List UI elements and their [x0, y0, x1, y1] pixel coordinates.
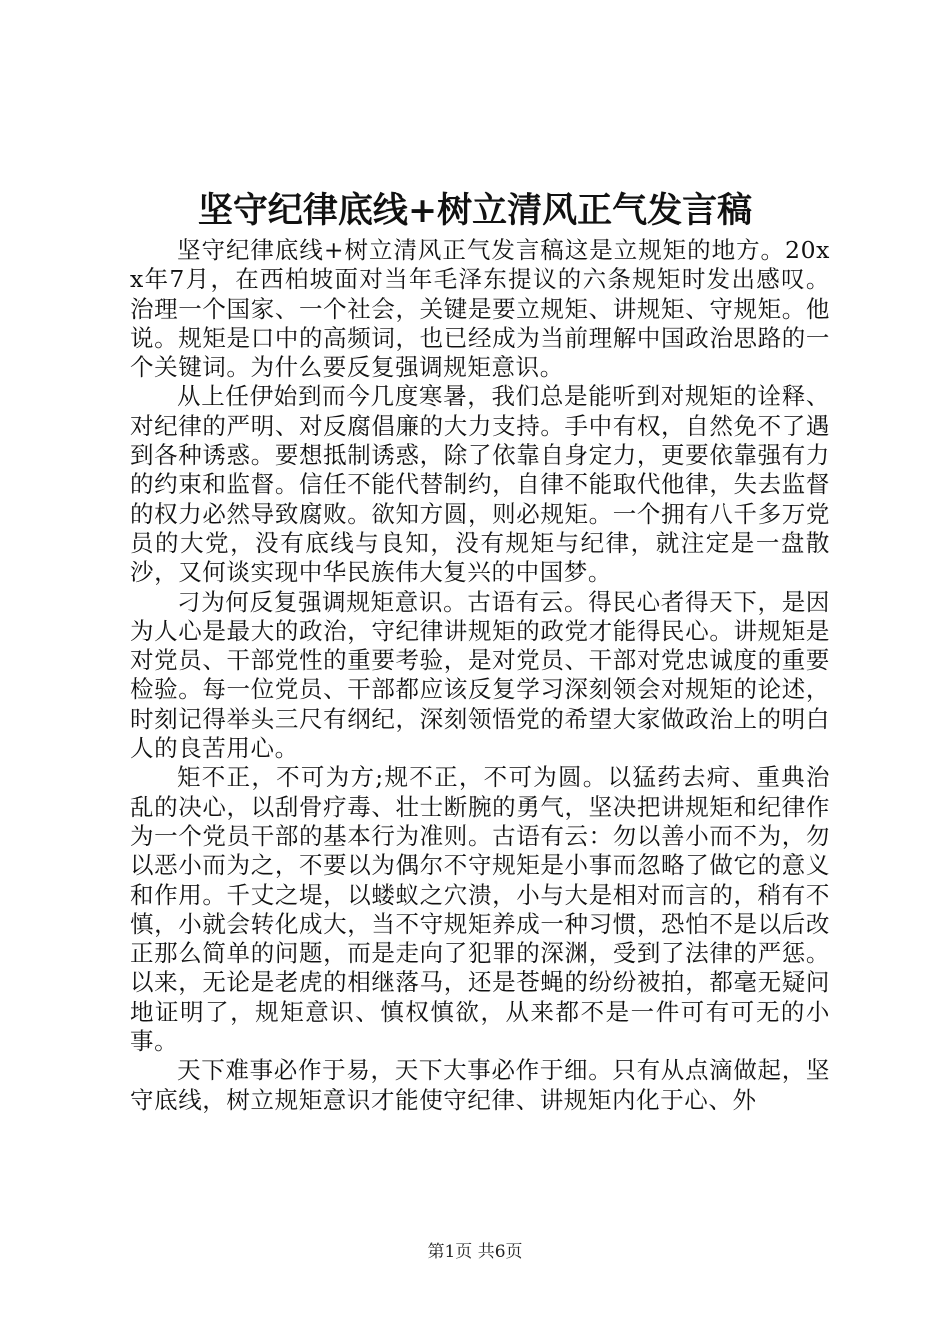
paragraph-1: 坚守纪律底线+树立清风正气发言稿这是立规矩的地方。20xx年7月，在西柏坡面对当年毛泽东提议的六条规矩时发出感叹。治理一个国家、一个社会，关键是要立规矩、讲规矩、守规矩。他说。规矩是口中的高频词，也已经成为当前理解中国政治思路的一个关键词。为什么要反复强调规矩意识。 [130, 236, 830, 382]
paragraph-2: 从上任伊始到而今几度寒暑，我们总是能听到对规矩的诠释、对纪律的严明、对反腐倡廉的大力支持。手中有权，自然免不了遇到各种诱惑。要想抵制诱惑，除了依靠自身定力，更要依靠强有力的约束和监督。信任不能代替制约，自律不能取代他律，失去监督的权力必然导致腐败。欲知方圆，则必规矩。一个拥有八千多万党员的大党，没有底线与良知，没有规矩与纪律，就注定是一盘散沙，又何谈实现中华民族伟大复兴的中国梦。 [130, 382, 830, 587]
page-number-footer: 第1页 共6页 [427, 1242, 523, 1262]
document-body [130, 236, 830, 1115]
paragraph-5: 天下难事必作于易，天下大事必作于细。只有从点滴做起，坚守底线，树立规矩意识才能使守纪律、讲规矩内化于心、外 [130, 1056, 830, 1114]
paragraph-4: 矩不正，不可为方;规不正，不可为圆。以猛药去疴、重典治乱的决心，以刮骨疗毒、壮士断腕的勇气，坚决把讲规矩和纪律作为一个党员干部的基本行为准则。古语有云：勿以善小而不为，勿以恶小而为之，不要以为偶尔不守规矩是小事而忽略了做它的意义和作用。千丈之堤，以蝼蚁之穴溃，小与大是相对而言的，稍有不慎，小就会转化成大，当不守规矩养成一种习惯，恐怕不是以后改正那么简单的问题，而是走向了犯罪的深渊，受到了法律的严惩。以来，无论是老虎的相继落马，还是苍蝇的纷纷被拍，都毫无疑问地证明了，规矩意识、慎权慎欲，从来都不是一件可有可无的小事。 [130, 763, 830, 1056]
document-title: 坚守纪律底线+树立清风正气发言稿 [197, 190, 753, 231]
paragraph-3: 刁为何反复强调规矩意识。古语有云。得民心者得天下，是因为人心是最大的政治，守纪律讲规矩的政党才能得民心。讲规矩是对党员、干部党性的重要考验，是对党员、干部对党忠诚度的重要检验。每一位党员、干部都应该反复学习深刻领会对规矩的论述，时刻记得举头三尺有纲纪，深刻领悟党的希望大家做政治上的明白人的良苦用心。 [130, 587, 830, 763]
